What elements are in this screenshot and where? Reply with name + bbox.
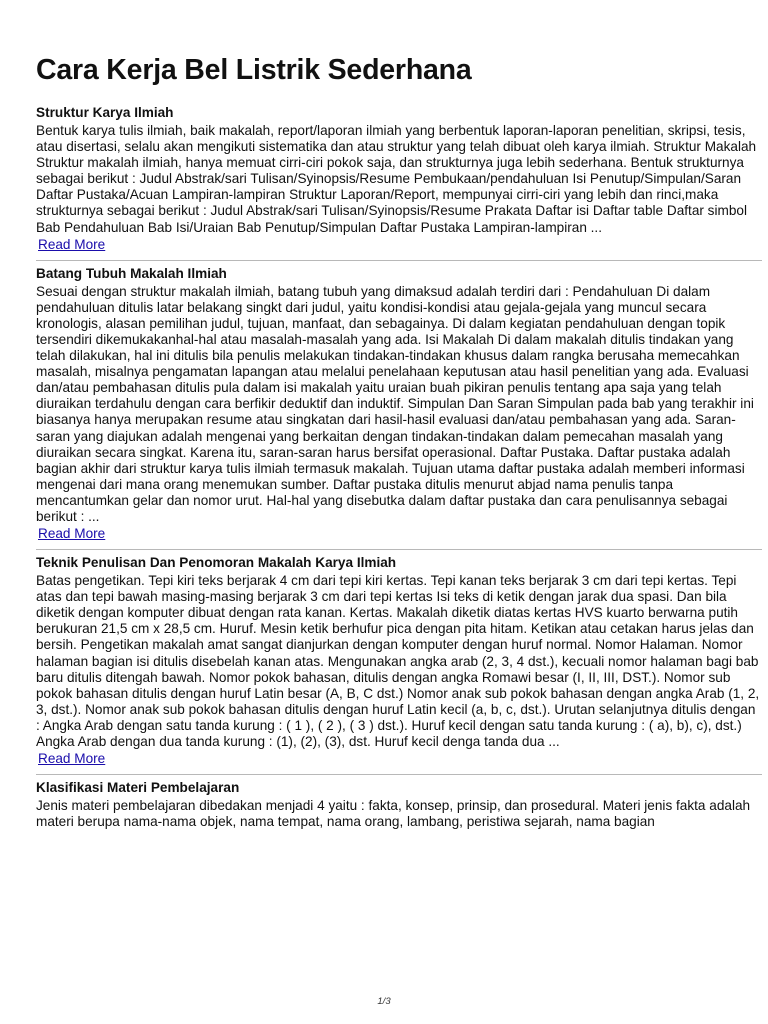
article-title: Batang Tubuh Makalah Ilmiah [36,265,227,281]
article-batang-tubuh-makalah [36,264,762,547]
article-divider [36,774,762,775]
article-body: Jenis materi pembelajaran dibedakan menjadi 4 yaitu : fakta, konsep, prinsip, dan prosedural. Materi jenis fakta adalah materi berupa nama-nama objek, nama tempat, nama orang, lambang, peristiwa sejarah, nama bagian [36,798,751,830]
article-teknik-penulisan [36,553,762,772]
article-title: Struktur Karya Ilmiah [36,105,174,120]
article-body: Bentuk karya tulis ilmiah, baik makalah, report/laporan ilmiah yang berbentuk laporan-laporan penelitian, skripsi, tesis, atau disertasi, selalu akan mengikuti sistematika dan atau struktur yang telah dibuat oleh karya ilmiah. Struktur Makalah Struktur makalah ilmiah, hanya memuat cirri-ciri pokok saja, dan strukturnya juga lebih sederhana. Bentuk strukturnya sebagai berikut : Judul Abstrak/sari Tulisan/Syinopsis/Resume Pembukaan/pendahuluan Isi Penutup/Simpulan/Saran Daftar Pustaka/Acuan Lampiran-lampiran Struktur Laporan/Report, mempunyai cirri-ciri yang lebih dan rinci,maka strukturnya sebagai berikut : Judul Abstrak/sari Tulisan/Syinopsis/Resume Prakata Daftar isi Daftar table Daftar simbol Bab Pendahuluan Bab Isi/Uraian Bab Penutup/Simpulan Daftar Pustaka Lampiran-lampiran ... [36,123,757,235]
article-body: Batas pengetikan. Tepi kiri teks berjarak 4 cm dari tepi kiri kertas. Tepi kanan teks berjarak 3 cm dari tepi kertas. Tepi atas dan tepi bawah masing-masing berjarak 3 cm dari tepi kertas Isi teks di ketik dengan jarak dua spasi. Dan bila diketik dengan komputer dibuat dengan rata kanan. Kertas. Makalah diketik diatas kertas HVS kuarto berwarna putih berukuran 21,5 cm x 28,5 cm. Huruf. Mesin ketik berhufur pica dengan pita hitam. Ketikan atau cetakan harus jelas dan bersih. Pengetikan makalah amat sangat dianjurkan dengan komputer dengan huruf normal. Nomor Halaman. Nomor halaman bagian isi ditulis disebelah kanan atas. Mengunakan angka arab (2, 3, 4 dst.), kecuali nomor halaman bagi bab baru ditulis ditengah bawah. Nomor pokok bahasan, ditulis dengan angka Romawi besar (I, II, III, DST.). Nomor sub pokok bahasan ditulis dengan huruf Latin besar (A, B, C dst.) Nomor anak sub pokok bahasan dengan angka Arab (1, 2, 3, dst.). Nomor anak sub pokok bahasan ditulis dengan huruf Latin kecil (a, b, c, dst.). Urutan selanjutnya ditulis dengan : Angka Arab dengan satu tanda kurung : ( 1 ), ( 2 ), ( 3 ) dst.). Huruf kecil dengan satu tanda kurung : ( a), b), c), dst.) Angka Arab dengan dua tanda kurung : (1), (2), (3), dst. Huruf kecil denga tanda dua ... [36,573,760,749]
page-title: Cara Kerja Bel Listrik Sederhana [36,54,472,86]
document-page [36,52,762,834]
page-number: 1/3 [377,996,391,1007]
article-divider [36,549,762,550]
read-more-link[interactable]: Read More [38,751,106,767]
read-more-link[interactable]: Read More [38,526,106,542]
article-title: Teknik Penulisan Dan Penomoran Makalah Karya Ilmiah [36,555,397,571]
read-more-link[interactable]: Read More [38,236,106,252]
article-divider [36,260,762,261]
article-title: Klasifikasi Materi Pembelajaran [36,780,240,796]
article-klasifikasi-materi [36,778,762,834]
article-body: Sesuai dengan struktur makalah ilmiah, batang tubuh yang dimaksud adalah terdiri dari : Pendahuluan Di dalam pendahuluan ditulis latar belakang singkt dari judul, yaitu kondisi-kondisi atau gejala-gejala yang muncul secara kronologis, alasan pemilihan judul, tujuan, manfaat, dan sebagainya. Di dalam kegiatan pendahuluan dengan topik tersendiri dikemukakanhal-hal atau masalah-masalah yang ada. Isi Makalah Di dalam makalah ditulis tindakan yang telah dilakukan, hal ini ditulis bila penulis melakukan tindakan-tindakan khusus dalam rangka berusaha memecahkan masalah, misalnya pengamatan lapangan atau melalui penelahaan keputusan atau hasil penelitian yang ada. Evaluasi dan/atau pembahasan ditulis pula dalam isi makalah yaitu uraian buah pikiran penulis tentang apa saja yang telah diuraikan terdahulu dengan cara berfikir deduktif dan induktif. Simpulan Dan Saran Simpulan pada bab yang terakhir ini biasanya hanya merupakan resume atau singkatan dari hasil-hasil evaluasi dan/atau pembahasan yang ada. Saran-saran yang diajukan adalah mengenai yang berkaitan dengan tindakan-tindakan dalam pemecahan masalah yang diuraikan secara singkat. Karena itu, saran-saran harus bersifat operasional. Daftar Pustaka. Daftar pustaka adalah bagian akhir dari struktur karya tulis ilmiah termasuk makalah. Tujuan utama daftar pustaka adalah memberi informasi mengenai dari mana orang menemukan sumber. Daftar pustaka ditulis menurut abjad nama penulis tanpa mencantumkan gelar dan nomor urut. Hal-hal yang disebutka dalam daftar pustaka dan cara penulisannya sebagai berikut : ... [36,283,754,524]
article-struktur-karya-ilmiah [36,103,762,258]
